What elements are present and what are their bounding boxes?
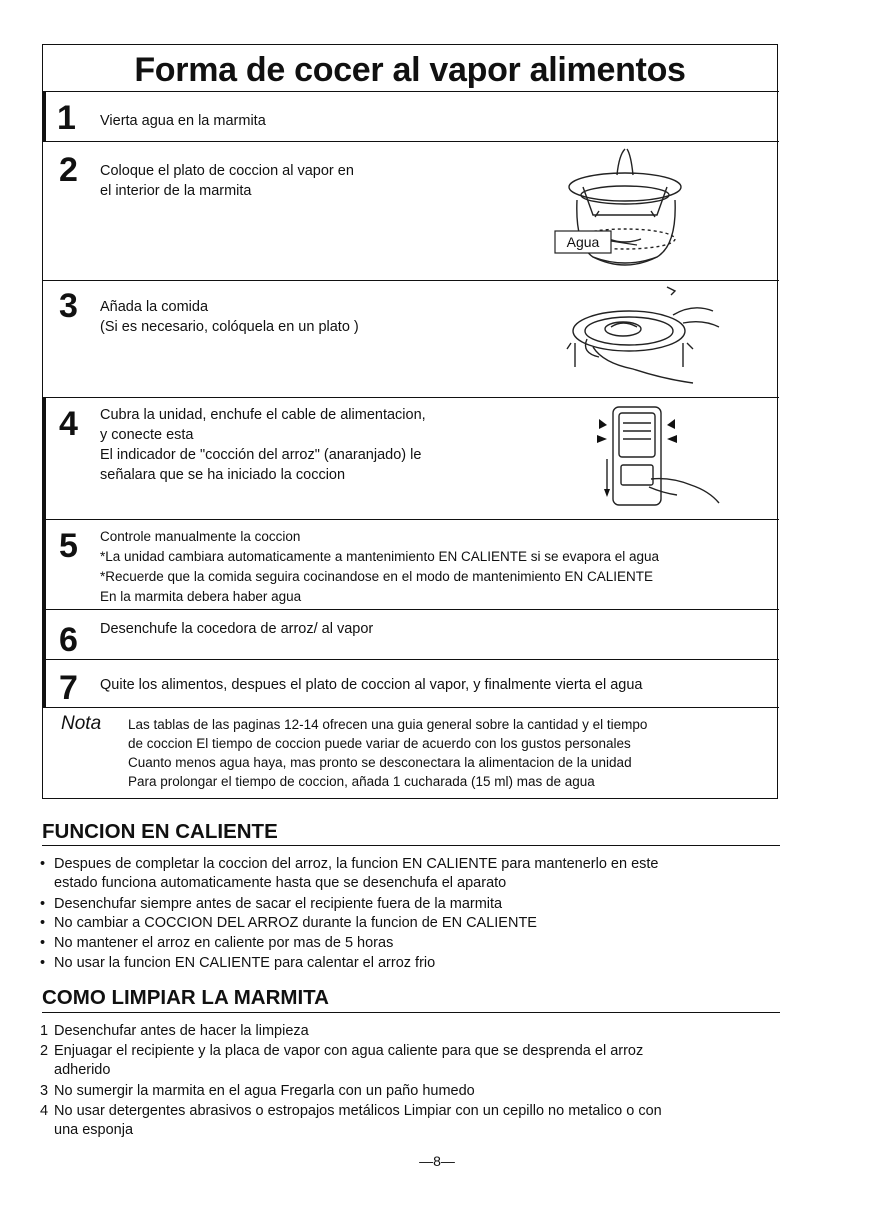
step-marker-bar (43, 91, 46, 141)
list-item: • Despues de completar la coccion del arroz, la funcion EN CALIENTE para mantenerlo en este estado funciona automaticamente hasta que se desenchufa el aparato (40, 856, 659, 891)
row-divider (43, 609, 779, 610)
list-item: 3 No sumergir la marmita en el agua Fregarla con un paño humedo (40, 1083, 475, 1099)
list-item: 2 Enjuagar el recipiente y la placa de vapor con agua caliente para que se desprenda el arroz adherido (40, 1043, 644, 1078)
list-item: • No usar la funcion EN CALIENTE para calentar el arroz frio (40, 955, 436, 971)
list-item: 1 Desenchufar antes de hacer la limpieza (40, 1023, 309, 1039)
step-number: 5 (59, 527, 78, 565)
step-text: Cubra la unidad, enchufe el cable de alimentacion, y conecte esta El indicador de "cocción del arroz" (anaranjado) le señalara que se ha iniciado la coccion (100, 407, 426, 483)
step-text: Vierta agua en la marmita (100, 113, 266, 129)
row-divider (43, 91, 779, 92)
control-panel-finger-icon (591, 399, 721, 517)
list-item: • Desenchufar siempre antes de sacar el recipiente fuera de la marmita (40, 896, 503, 912)
list-item: 4 No usar detergentes abrasivos o estropajos metálicos Limpiar con un cepillo no metalico o con una esponja (40, 1103, 662, 1138)
step-marker-bar (43, 519, 46, 609)
control-panel-illustration (591, 399, 721, 517)
step-text: Añada la comida (Si es necesario, colóquela en un plato ) (100, 299, 359, 335)
steam-cooking-box (42, 44, 778, 799)
cleaning-heading: COMO LIMPIAR LA MARMITA (42, 986, 329, 1009)
step-number: 7 (59, 669, 78, 707)
keep-warm-heading: FUNCION EN CALIENTE (42, 820, 278, 843)
note-text: Las tablas de las paginas 12-14 ofrecen una guia general sobre la cantidad y el tiempo de coccion El tiempo de coccion puede variar de acuerdo con los gustos personales Cuanto menos agua haya, mas pronto se desconectara la alimentacion de la unidad Para prolongar el tiempo de coccion, añada 1 cucharada (15 ml) mas de agua (128, 717, 648, 789)
row-divider (43, 397, 779, 398)
pot-with-steam-plate-icon (513, 145, 703, 277)
step-number: 6 (59, 621, 78, 659)
step-marker-bar (43, 659, 46, 707)
list-item: • No mantener el arroz en caliente por mas de 5 horas (40, 935, 394, 951)
step-marker-bar (43, 609, 46, 659)
row-divider (43, 659, 779, 660)
step-number: 1 (57, 99, 76, 137)
row-divider (43, 519, 779, 520)
step-text: Controle manualmente la coccion *La unidad cambiara automaticamente a mantenimiento EN CALIENTE si se evapora el agua *Recuerde que la comida seguira cocinandose en el modo de mantenimiento EN CALIENTE En la marmita debera haber agua (100, 529, 660, 604)
section-divider (42, 1012, 780, 1013)
step-number: 4 (59, 405, 78, 443)
row-divider (43, 707, 779, 708)
water-callout-label: Agua (566, 234, 600, 250)
add-food-illustration (563, 283, 723, 395)
hands-placing-food-icon (563, 283, 723, 395)
step-text: Quite los alimentos, despues el plato de coccion al vapor, y finalmente vierta el agua (100, 677, 643, 693)
step-number: 2 (59, 151, 78, 189)
page-title: Forma de cocer al vapor alimentos (134, 51, 686, 89)
page-number: —8— (419, 1153, 455, 1169)
step-text: Coloque el plato de coccion al vapor en el interior de la marmita (100, 163, 354, 199)
note-label: Nota (61, 713, 102, 734)
row-divider (43, 280, 779, 281)
step-number: 3 (59, 287, 78, 325)
list-item: • No cambiar a COCCION DEL ARROZ durante la funcion de EN CALIENTE (40, 915, 537, 931)
steam-plate-illustration (513, 145, 703, 277)
step-text: Desenchufe la cocedora de arroz/ al vapor (100, 621, 374, 637)
step-marker-bar (43, 397, 46, 519)
section-divider (42, 845, 780, 846)
row-divider (43, 141, 779, 142)
